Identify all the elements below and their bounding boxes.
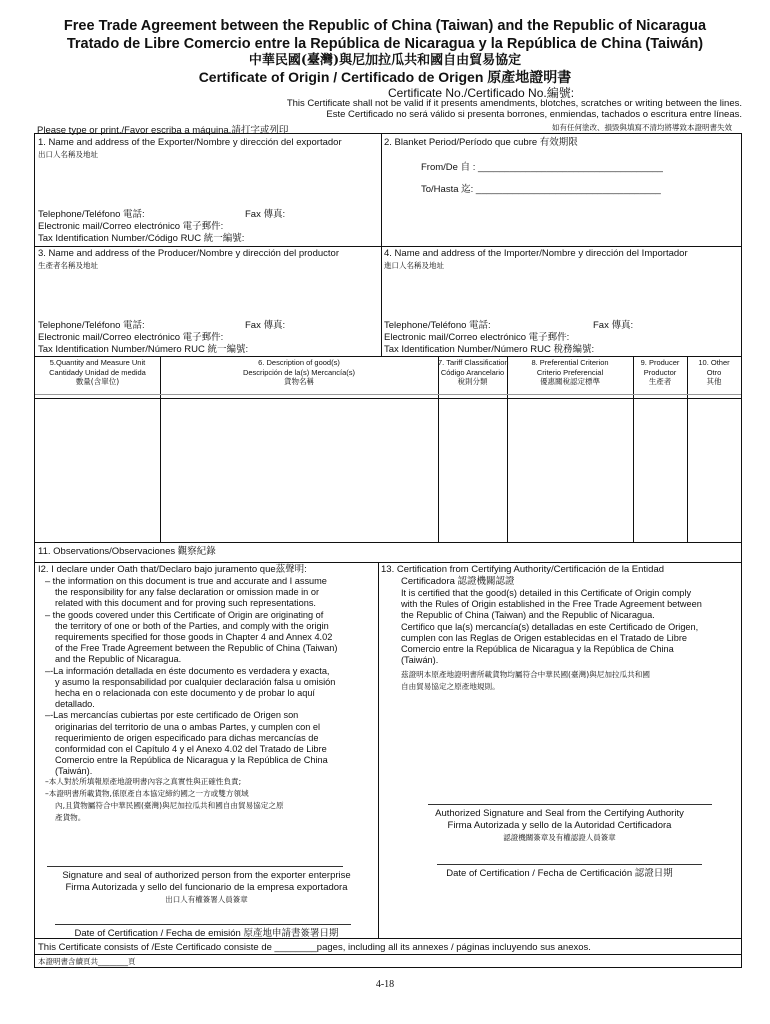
box12-label: I2. I declare under Oath that/Declaro bajo juramento que茲聲明: (38, 564, 307, 575)
exporter-signature-label-es: Firma Autorizada y sello del funcionario de la empresa exportadora (65, 882, 348, 893)
blanket-period-from[interactable]: From/De 自 : ___________________________________ (421, 162, 663, 173)
box11-label: 11. Observations/Observaciones 觀察紀錄 (38, 546, 216, 557)
col6-header: 6. Description of good(s) Descripción de la(s) Mercancía(s) 貨物名稱 (242, 358, 356, 386)
box3-email-label: Electronic mail/Correo electrónico 電子郵件: (38, 332, 224, 343)
box1-label-zh: 出口人名稱及地址 (38, 150, 98, 159)
divider (381, 134, 382, 356)
authority-signature-line[interactable] (428, 804, 712, 805)
pages-count-label: This Certificate consists of /Este Certificado consiste de ________pages, including all its annexes / páginas incluyendo sus anexos. (38, 942, 591, 953)
certification-line: (Taiwán). (401, 655, 439, 666)
header-rule (35, 394, 741, 395)
declaration-line: the territory of one or both of the Parties, and comply with the origin (55, 620, 329, 631)
divider (35, 562, 741, 563)
title-es: Tratado de Libre Comercio entre la República de Nicaragua y la República de China (Taiwán) (66, 36, 704, 52)
col7-header: 7. Tariff Classification Código Arancelario 稅則分類 (438, 358, 509, 386)
box13-certification-zh (401, 669, 741, 693)
box2-label: 2. Blanket Period/Período que cubre 有效期限 (384, 137, 578, 148)
certification-date-label: Date of Certification / Fecha de Certificación 認證日期 (446, 868, 673, 879)
box12-declaration-zh (45, 776, 375, 824)
declaration-line: requirements specified for those goods in Chapter 4 and Annex 4.02 (55, 632, 333, 643)
declaration-line: conformidad con el Capítulo 4 y el Anexo 4.02 del Tratado de Libre (55, 744, 327, 755)
box12-declaration (45, 576, 375, 778)
exporter-signature-label: Signature and seal of authorized person from the exporter enterprise (62, 870, 351, 881)
certification-line: the Republic of China (Taiwan) and the Republic of Nicaragua. (401, 610, 655, 621)
authority-signature-label-zh: 認證機關簽章及有權認證人員簽章 (503, 833, 616, 842)
certification-line: Comercio entre la República de Nicaragua y la República de China (401, 644, 674, 655)
box4-fax-label: Fax 傳真: (593, 320, 634, 331)
declaration-line: –-Las mercancías cubiertas por este certificado de Origen son (45, 710, 299, 721)
box3-tax-id-label: Tax Identification Number/Número RUC 統一編號: (38, 344, 249, 355)
declaration-line: and the Republic of Nicaragua. (55, 654, 182, 665)
declaration-line: Comercio entre la República de Nicaragua y la República de China (55, 755, 328, 766)
declaration-line: – the goods covered under this Certificate of Origin are originating of (45, 609, 324, 620)
declaration-line: y asumo la responsabilidad por cualquier declaración falsa u omisión (55, 676, 336, 687)
box4-telephone-label: Telephone/Teléfono 電話: (384, 320, 491, 331)
box13-label: 13. Certification from Certifying Authority/Certificación de la Entidad (381, 564, 665, 575)
box3-label-zh: 生產者名稱及地址 (38, 261, 98, 270)
box4-label-zh: 進口人名稱及地址 (384, 261, 444, 270)
declaration-line: hecha en o relacionada con este documento y de probar lo aquí (55, 688, 315, 699)
validity-note-es: Este Certificado no será válido si presenta borrones, enmiendas, tachados o escritura entre líneas. (326, 109, 742, 120)
col5-header: 5.Quantity and Measure Unit Cantidady Unidad de medida 數量(含單位) (49, 358, 146, 386)
declaration-line-zh: 產貨物。 (55, 813, 86, 822)
divider (378, 562, 379, 938)
divider (35, 356, 741, 357)
authority-signature-label: Authorized Signature and Seal from the Certifying Authority (435, 808, 684, 819)
box4-email-label: Electronic mail/Correo electrónico 電子郵件: (384, 332, 570, 343)
divider (35, 954, 741, 955)
box1-telephone-label: Telephone/Teléfono 電話: (38, 209, 145, 220)
col8-header: 8. Preferential Criterion Criterio Preferencial 優惠關稅認定標準 (531, 358, 609, 386)
please-type-note: Please type or print./Favor escriba a máquina.請打字或列印 (37, 125, 289, 136)
declaration-line-zh: 內,且貨物屬符合中華民國(臺灣)與尼加拉瓜共和國自由貿易協定之原 (55, 801, 284, 810)
divider (35, 542, 741, 543)
title-zh: 中華民國(臺灣)與尼加拉瓜共和國自由貿易協定 (248, 53, 522, 68)
certification-line: It is certified that the good(s) detailed in this Certificate of Origin comply (401, 588, 692, 598)
certificate-title: Certificate of Origin / Certificado de Origen 原產地證明書 (198, 69, 572, 85)
col10-header: 10. Other Otro 其他 (698, 358, 730, 386)
box1-tax-id-label: Tax Identification Number/Código RUC 統一編號: (38, 233, 245, 244)
declaration-line: the responsibility for any false declaration or omission made in or (55, 587, 320, 598)
declaration-line-zh: –本證明書所載貨物,係原產自本協定締約國之一方或雙方領域 (45, 789, 249, 798)
divider (35, 398, 741, 399)
declaration-line: –-La información detallada en éste documento es verdadera y exacta, (45, 665, 330, 676)
declaration-line: related with this document and for proving such representations. (55, 598, 316, 609)
declaration-line: of the Free Trade Agreement between the Republic of China (Taiwan) (55, 643, 338, 654)
col9-header: 9. Producer Productor 生產者 (640, 358, 680, 386)
box3-telephone-label: Telephone/Teléfono 電話: (38, 320, 145, 331)
declaration-line: (Taiwán). (55, 766, 93, 777)
authority-signature-label-es: Firma Autorizada y sello de la Autoridad Certificadora (447, 820, 672, 831)
certification-date-line[interactable] (437, 864, 702, 865)
declaration-line: detallado. (55, 699, 95, 710)
declaration-line: requerimiento de origen especificado para dichas mercancías de (55, 732, 319, 743)
blanket-period-to[interactable]: To/Hasta 迄: ___________________________________ (421, 184, 661, 195)
certificate-number-label: Certificate No./Certificado No.編號: (388, 86, 575, 100)
declaration-line-zh: –本人對於所填報原產地證明書內容之真實性與正確性負責; (45, 777, 242, 786)
title-en: Free Trade Agreement between the Republic of China (Taiwan) and the Republic of Nicaragua (63, 18, 707, 34)
certification-line-zh: 自由貿易協定之原產地規則。 (401, 682, 500, 691)
box4-tax-id-label: Tax Identification Number/Número RUC 稅務編號: (384, 344, 595, 355)
box13-certification (401, 588, 741, 666)
validity-note-en: This Certificate shall not be valid if it presents amendments, blotches, scratches or writing between the lines. (286, 98, 742, 109)
declaration-line: originarias del territorio de una o ambas Partes, y cumplen con el (55, 721, 321, 732)
divider (35, 246, 741, 247)
box1-email-label: Electronic mail/Correo electrónico 電子郵件: (38, 221, 224, 232)
box3-label: 3. Name and address of the Producer/Nombre y dirección del productor (38, 248, 339, 259)
exporter-signature-label-zh: 出口人有權簽署人員簽章 (165, 895, 248, 904)
box4-label: 4. Name and address of the Importer/Nombre y dirección del Importador (384, 248, 688, 259)
emission-date-line[interactable] (55, 924, 351, 925)
box13-label-2: Certificadora 認證機關認證 (401, 576, 515, 587)
box3-fax-label: Fax 傳真: (245, 320, 286, 331)
certification-line: Certifico que la(s) mercancía(s) detalladas en este Certificado de Origen, (401, 621, 699, 632)
box1-label: 1. Name and address of the Exporter/Nombre y dirección del exportador (38, 137, 342, 148)
pages-count-label-zh: 本證明書含續頁共________頁 (38, 957, 136, 966)
certification-line-zh: 茲證明本原產地證明書所載貨物均屬符合中華民國(臺灣)與尼加拉瓜共和國 (401, 670, 650, 679)
certification-line: cumplen con las Reglas de Origen establecidas en el Tratado de Libre (401, 632, 688, 643)
emission-date-label: Date of Certification / Fecha de emisión 原產地申請書簽署日期 (74, 928, 339, 939)
certificate-form (34, 133, 742, 968)
validity-note-zh: 如有任何塗改、損毀與填寫不清均將導致本證明書失效 (552, 123, 732, 132)
page-number: 4-18 (375, 979, 395, 990)
declaration-line: – the information on this document is true and accurate and I assume (45, 576, 327, 586)
certification-line: with the Rules of Origin established in the Free Trade Agreement between (401, 599, 702, 610)
exporter-signature-line[interactable] (47, 866, 343, 867)
box1-fax-label: Fax 傳真: (245, 209, 286, 220)
